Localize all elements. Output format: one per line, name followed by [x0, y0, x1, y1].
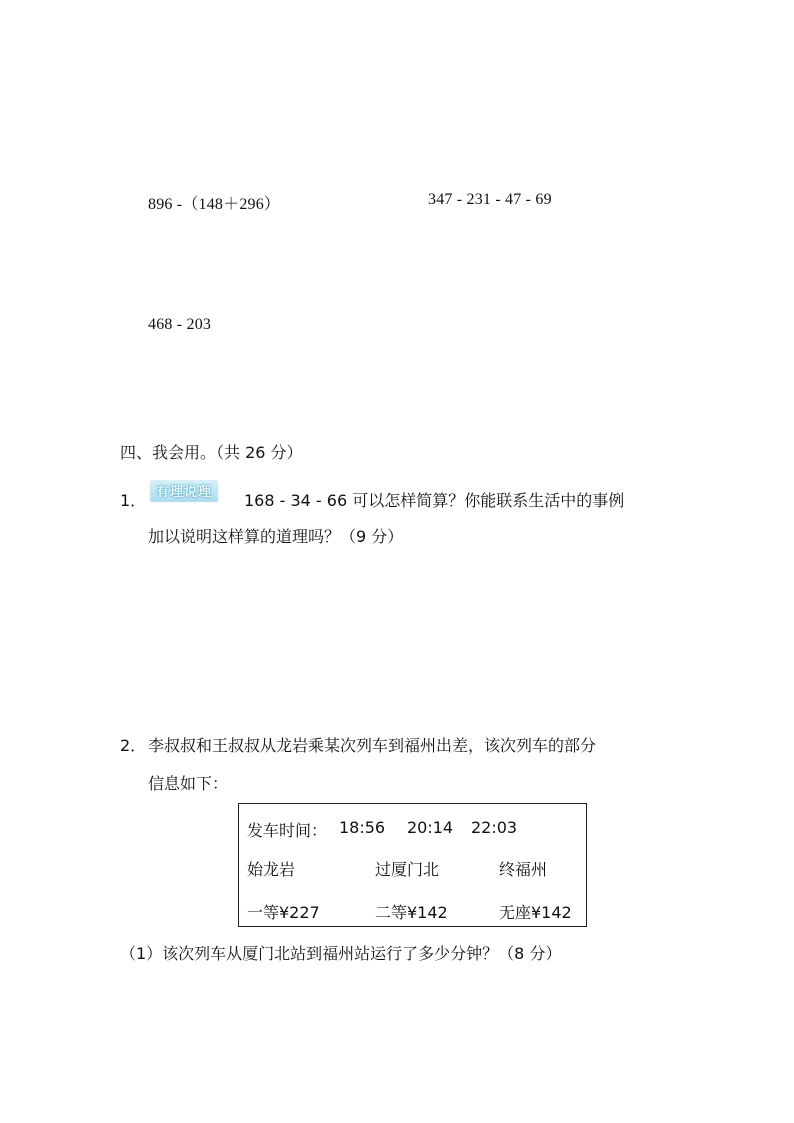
- depart-time-2: 20:14: [407, 818, 454, 837]
- question-1-line-1: 168 - 34 - 66 可以怎样简算？你能联系生活中的事例: [244, 491, 625, 510]
- section-heading: 四、我会用。（共 26 分）: [120, 443, 303, 462]
- price-second-class: 二等¥142: [375, 903, 448, 922]
- question-2-number: 2．: [120, 736, 147, 755]
- depart-time-label: 发车时间：: [247, 821, 328, 840]
- question-2-line-2: 信息如下：: [148, 774, 229, 793]
- depart-time-3: 22:03: [471, 818, 518, 837]
- question-2-sub-1: （1）该次列车从厦门北站到福州站运行了多少分钟？（8 分）: [120, 944, 562, 963]
- price-first-class: 一等¥227: [247, 903, 320, 922]
- question-2-line-1: 李叔叔和王叔叔从龙岩乘某次列车到福州出差，该次列车的部分: [148, 736, 597, 755]
- station-terminal: 终福州: [499, 860, 548, 879]
- question-1-number: 1．: [120, 491, 147, 510]
- calc-expression-2: 347 - 231 - 47 - 69: [428, 191, 552, 208]
- station-origin: 始龙岩: [247, 860, 296, 879]
- calc-expression-3: 468 - 203: [148, 316, 212, 333]
- depart-time-1: 18:56: [339, 818, 386, 837]
- question-1-line-2: 加以说明这样算的道理吗？（9 分）: [148, 527, 404, 546]
- station-via: 过厦门北: [375, 860, 440, 879]
- reasoning-badge-label: 有理说理: [150, 480, 218, 502]
- train-info-table: [238, 803, 587, 927]
- reasoning-badge: [150, 480, 218, 502]
- price-no-seat: 无座¥142: [499, 903, 572, 922]
- calc-expression-1: 896 -（148＋296）: [148, 196, 281, 213]
